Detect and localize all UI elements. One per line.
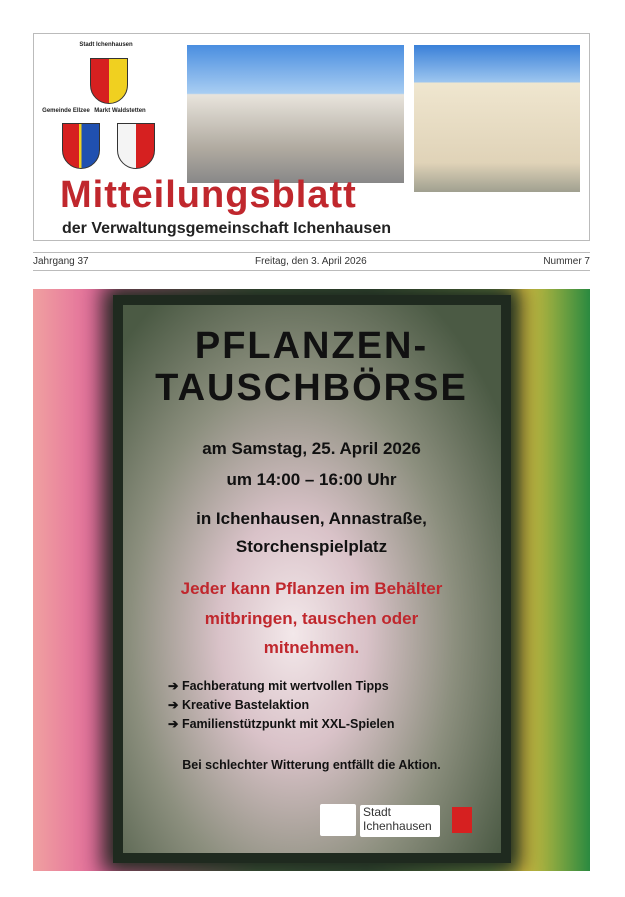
publication-title: Mitteilungsblatt: [60, 174, 357, 216]
bullet-text: Fachberatung mit wertvollen Tipps: [181, 679, 389, 693]
crest-label: Gemeinde Ellzee: [42, 108, 90, 114]
crest-label: Markt Waldstetten: [94, 108, 146, 114]
logo-text: Stadt: [363, 805, 392, 819]
issue-info-bar: [33, 252, 590, 271]
bullet-text: Familienstützpunkt mit XXL-Spielen: [181, 717, 395, 731]
event-date: am Samstag, 25. April 2026: [202, 439, 421, 458]
arrow-icon: ➔: [168, 698, 182, 712]
publication-subtitle: der Verwaltungsgemeinschaft Ichenhausen: [62, 220, 391, 237]
event-place-2: Storchenspielplatz: [235, 537, 388, 556]
city-crest-logo: [452, 807, 472, 833]
info-red-3: mitnehmen.: [263, 638, 360, 657]
event-poster: [33, 289, 590, 871]
crest-waldstetten: [117, 123, 155, 169]
info-red-2: mitbringen, tauschen oder: [204, 609, 419, 628]
bullet-text: Kreative Bastelaktion: [181, 698, 310, 712]
arrow-icon: ➔: [168, 717, 182, 731]
crest-ichenhausen: [90, 58, 128, 104]
weather-note: Bei schlechter Witterung entfällt die Aktion.: [182, 758, 441, 772]
crest-ellzee: [62, 123, 100, 169]
issue-date: Freitag, den 3. April 2026: [255, 256, 367, 267]
info-red-1: Jeder kann Pflanzen im Behälter: [180, 579, 443, 598]
familienstuetzpunkt-logo: [320, 804, 356, 836]
photo-buildings-modern: [187, 45, 404, 183]
stadt-ichenhausen-logo: [360, 805, 440, 837]
masthead: [33, 33, 590, 241]
poster-title-2: TAUSCHBÖRSE: [155, 367, 468, 409]
issue-number: Nummer 7: [543, 256, 590, 267]
logo-text: Ichenhausen: [363, 819, 432, 833]
volume: Jahrgang 37: [33, 256, 89, 267]
arrow-icon: ➔: [168, 679, 182, 693]
poster-title-1: PFLANZEN-: [194, 325, 429, 367]
bullet-item: [168, 697, 309, 712]
photo-town-hall: [414, 45, 580, 192]
event-time: um 14:00 – 16:00 Uhr: [226, 470, 397, 489]
bullet-item: [168, 716, 394, 731]
event-place-1: in Ichenhausen, Annastraße,: [196, 509, 427, 528]
crest-label: Stadt Ichenhausen: [79, 42, 133, 48]
bullet-item: [168, 678, 389, 693]
